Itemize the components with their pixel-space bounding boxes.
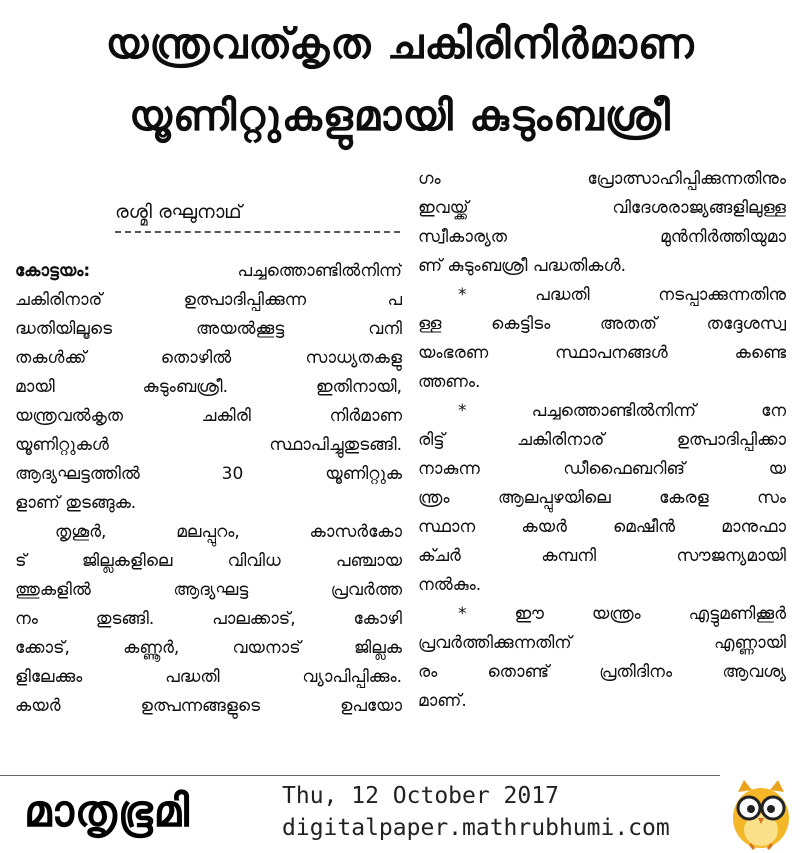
byline: രശ്മി രഘുനാഥ് — [115, 201, 242, 223]
article-line: ളാണ് തുടങ്ങുക. — [15, 493, 137, 513]
article-line: ത്തുകളിൽ ആദ്യഘട്ട പ്രവർത്ത — [15, 580, 402, 600]
article-line: തൃശൂർ, മലപ്പുറം, കാസർകോ — [55, 522, 402, 542]
headline-line-2: യൂണിറ്റുകളുമായി കുടുംബശ്രീ — [129, 91, 671, 140]
article-line: നം തുടങ്ങി. പാലക്കാട്, കോഴി — [15, 609, 402, 629]
article-line: ന്ത്രം ആലപ്പുഴയിലെ കേരള സം — [418, 488, 786, 508]
article-line: ഇവയ്ക്ക് വിദേശരാജ്യങ്ങളിലുള്ള — [418, 198, 786, 218]
article-line: രം തൊണ്ട് പ്രതിദിനം ആവശ്യ — [418, 662, 786, 682]
article-line: ണ് കുടുംബശ്രീ പദ്ധതികൾ. — [418, 256, 626, 276]
article-line: സ്വീകാര്യത മുൻനിർത്തിയുമാ — [418, 227, 786, 247]
article-line: നാകുന്ന ഡീഫൈബറിങ് യ — [418, 459, 786, 479]
article-line: യംഭരണ സ്ഥാപനങ്ങൾ കണ്ടെ — [418, 343, 786, 363]
article-line: * പച്ചത്തൊണ്ടിൽനിന്ന് നേ — [458, 401, 786, 421]
article-column-right — [418, 165, 786, 716]
article-line: ക്കോട്, കണ്ണൂർ, വയനാട് ജില്ലക — [15, 638, 402, 658]
article-line: ഗം പ്രോത്സാഹിപ്പിക്കുന്നതിനും — [418, 169, 786, 189]
article-line: ആദ്യഘട്ടത്തിൽ 30 യൂണിറ്റുക — [15, 464, 402, 484]
footer-divider — [0, 775, 720, 776]
owl-mascot-icon — [728, 778, 794, 850]
article-line: തകൾക്ക് തൊഴിൽ സാധ്യതകളു — [15, 348, 402, 368]
article-line: കയർ ഉത്പന്നങ്ങളുടെ ഉപയോ — [15, 696, 402, 716]
headline-line-1: യന്ത്രവത്കൃത ചകിരിനിർമാണ — [105, 19, 695, 68]
article-line: യൂണിറ്റുകൾ സ്ഥാപിച്ചുതുടങ്ങി. — [15, 435, 402, 455]
article-line: * ഈ യന്ത്രം എട്ടുമണിക്കൂർ — [458, 604, 786, 624]
byline-divider — [115, 231, 400, 233]
masthead-logo: മാതൃഭൂമി — [24, 786, 191, 837]
article-line: യന്ത്രവൽകൃത ചകിരി നിർമാണ — [15, 406, 402, 426]
article-line: * പദ്ധതി നടപ്പാക്കുന്നതിനു — [458, 285, 786, 305]
article-line: ചകിരിനാര് ഉത്പാദിപ്പിക്കുന്ന പ — [15, 290, 402, 310]
dateline: കോട്ടയം: — [15, 261, 91, 281]
article-line: ദ്ധതിയിലൂടെ അയൽക്കൂട്ട വനി — [15, 319, 402, 339]
article-column-left — [15, 165, 402, 721]
article-line: ക്ചർ കമ്പനി സൗജന്യമായി — [418, 546, 786, 566]
article-line: പ്രവർത്തിക്കുന്നതിന് എണ്ണായി — [418, 633, 786, 653]
article-line: മായി കുടുംബശ്രീ. ഇതിനായി, — [15, 377, 402, 397]
article-line: സ്ഥാന കയർ മെഷീൻ മാനുഫാ — [418, 517, 786, 537]
publication-url[interactable]: digitalpaper.mathrubhumi.com — [282, 815, 670, 841]
article-line: ളിലേക്കും പദ്ധതി വ്യാപിപ്പിക്കും. — [15, 667, 402, 687]
article-line: രിട്ട് ചകിരിനാര് ഉത്പാദിപ്പിക്കാ — [418, 430, 786, 450]
article-line: നൽകും. — [418, 575, 482, 595]
byline-block — [15, 165, 402, 257]
article-line — [15, 257, 402, 286]
article-line: ത്തണം. — [418, 372, 481, 392]
article-line: മാണ്. — [418, 691, 467, 711]
article-line: ട് ജില്ലകളിലെ വിവിധ പഞ്ചായ — [15, 551, 402, 571]
article-line-text: പച്ചത്തൊണ്ടിൽനിന്ന് — [237, 261, 402, 281]
publication-date: Thu, 12 October 2017 — [282, 783, 559, 809]
article-line: ള്ള കെട്ടിടം അതത് തദ്ദേശസ്വ — [418, 314, 786, 334]
